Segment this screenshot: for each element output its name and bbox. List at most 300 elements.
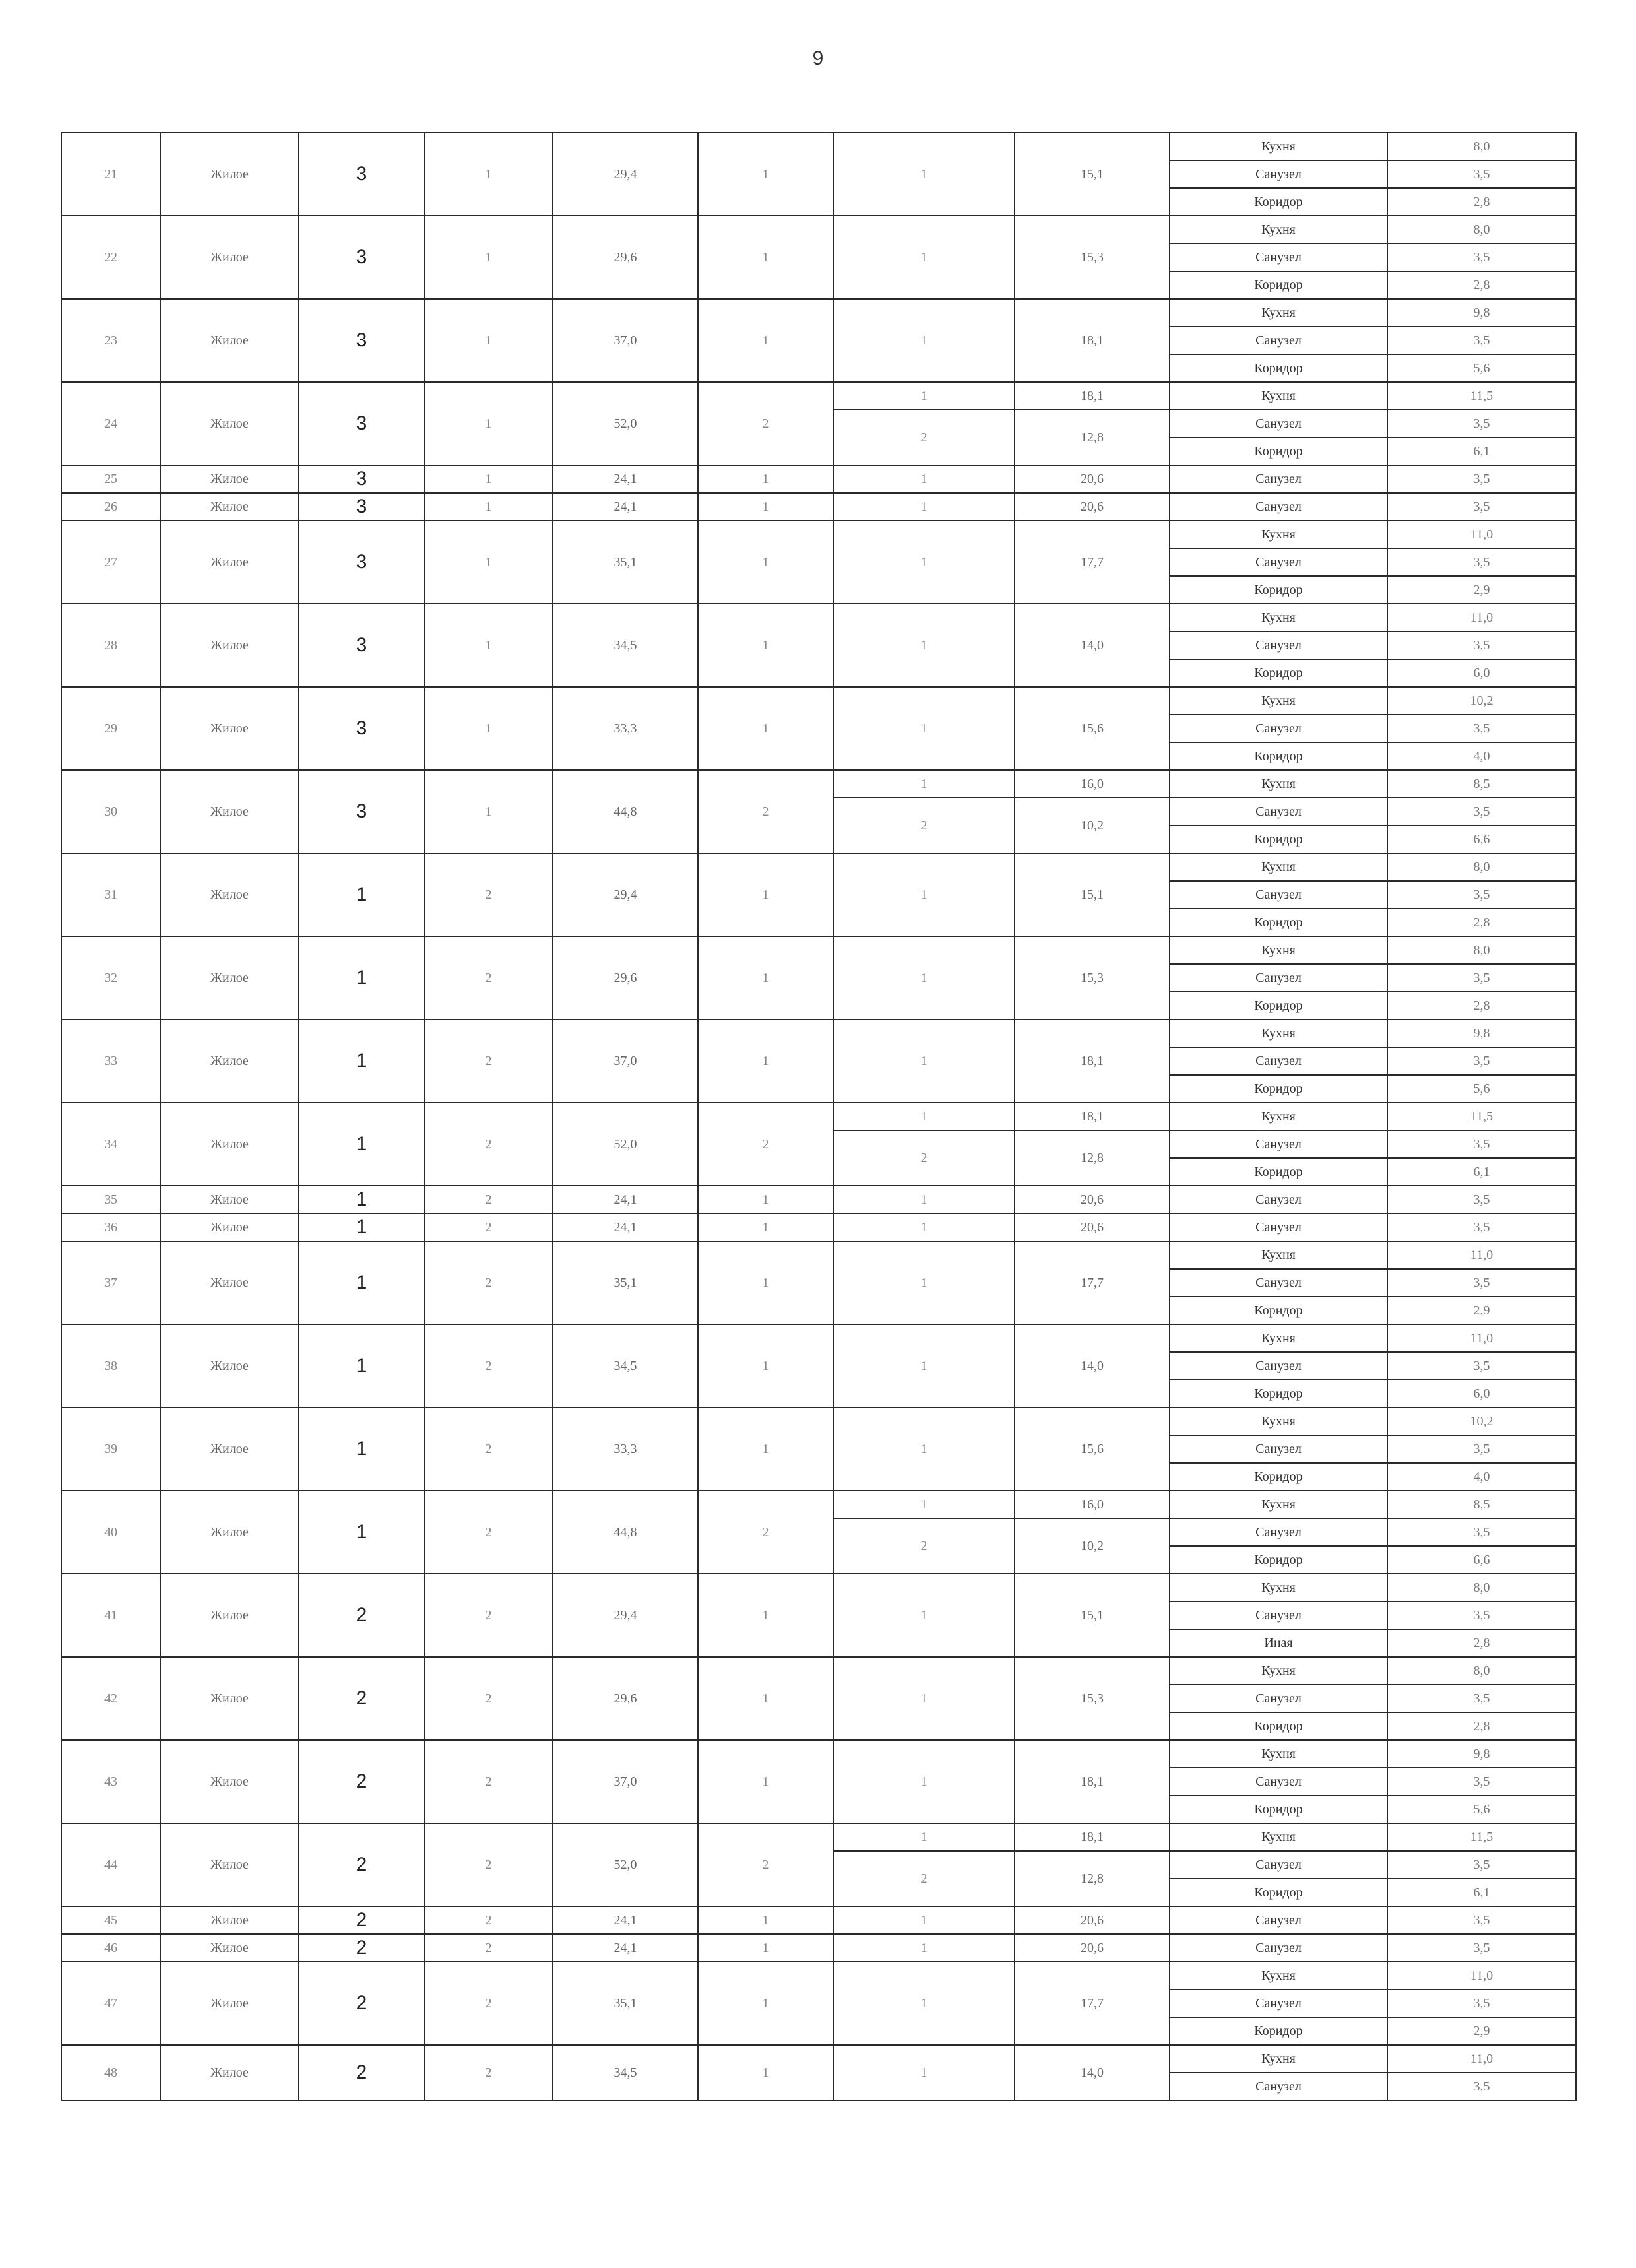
aux-room-name-cell: Санузел — [1170, 1851, 1387, 1879]
rooms-count-cell: 1 — [698, 687, 833, 770]
floor-cell: 2 — [299, 1657, 424, 1740]
aux-room-name-cell: Санузел — [1170, 493, 1387, 521]
aux-room-area-cell: 8,0 — [1387, 133, 1576, 160]
total-area-cell: 24,1 — [553, 1214, 698, 1241]
room-number-cell: 1 — [833, 1962, 1015, 2045]
section-cell: 1 — [424, 382, 553, 465]
aux-room-name-cell: Кухня — [1170, 1962, 1387, 1990]
room-area-cell: 15,3 — [1015, 216, 1170, 299]
aux-room-area-cell: 3,5 — [1387, 881, 1576, 909]
table-row — [61, 604, 1576, 632]
section-cell: 2 — [424, 1906, 553, 1934]
aux-room-name-cell: Кухня — [1170, 770, 1387, 798]
aux-room-area-cell: 2,9 — [1387, 2017, 1576, 2045]
aux-room-area-cell: 3,5 — [1387, 465, 1576, 493]
aux-room-name-cell: Кухня — [1170, 299, 1387, 327]
section-cell: 2 — [424, 1657, 553, 1740]
room-number-cell: 1 — [833, 1491, 1015, 1518]
aux-room-name-cell: Санузел — [1170, 243, 1387, 271]
aux-room-name-cell: Санузел — [1170, 1214, 1387, 1241]
aux-room-area-cell: 3,5 — [1387, 2073, 1576, 2100]
section-cell: 2 — [424, 1740, 553, 1823]
aux-room-area-cell: 3,5 — [1387, 493, 1576, 521]
room-area-cell: 12,8 — [1015, 1130, 1170, 1186]
purpose-cell: Жилое — [160, 133, 299, 216]
aux-room-name-cell: Санузел — [1170, 327, 1387, 354]
total-area-cell: 24,1 — [553, 465, 698, 493]
floor-cell: 1 — [299, 1214, 424, 1241]
room-number-cell: 1 — [833, 1324, 1015, 1408]
table-row — [61, 465, 1576, 493]
section-cell: 2 — [424, 1491, 553, 1574]
purpose-cell: Жилое — [160, 1324, 299, 1408]
room-area-cell: 15,3 — [1015, 936, 1170, 1020]
purpose-cell: Жилое — [160, 521, 299, 604]
total-area-cell: 29,6 — [553, 216, 698, 299]
aux-room-area-cell: 8,0 — [1387, 1574, 1576, 1602]
room-area-cell: 12,8 — [1015, 1851, 1170, 1906]
table-row — [61, 1906, 1576, 1934]
total-area-cell: 29,6 — [553, 936, 698, 1020]
apartment-number-cell: 36 — [61, 1214, 160, 1241]
rooms-count-cell: 1 — [698, 1574, 833, 1657]
aux-room-area-cell: 2,9 — [1387, 576, 1576, 604]
table-row — [61, 382, 1576, 410]
purpose-cell: Жилое — [160, 1657, 299, 1740]
floor-cell: 3 — [299, 299, 424, 382]
table-row — [61, 936, 1576, 964]
aux-room-area-cell: 3,5 — [1387, 1047, 1576, 1075]
apartment-number-cell: 24 — [61, 382, 160, 465]
apartment-number-cell: 43 — [61, 1740, 160, 1823]
aux-room-name-cell: Санузел — [1170, 1518, 1387, 1546]
floor-cell: 2 — [299, 1823, 424, 1906]
aux-room-area-cell: 3,5 — [1387, 715, 1576, 742]
apartment-number-cell: 35 — [61, 1186, 160, 1214]
rooms-count-cell: 1 — [698, 604, 833, 687]
table-row — [61, 216, 1576, 243]
table-row — [61, 1241, 1576, 1269]
room-number-cell: 1 — [833, 299, 1015, 382]
floor-cell: 3 — [299, 133, 424, 216]
aux-room-area-cell: 3,5 — [1387, 410, 1576, 437]
floor-cell: 1 — [299, 1020, 424, 1103]
apartment-number-cell: 33 — [61, 1020, 160, 1103]
total-area-cell: 37,0 — [553, 299, 698, 382]
purpose-cell: Жилое — [160, 1214, 299, 1241]
total-area-cell: 35,1 — [553, 521, 698, 604]
total-area-cell: 52,0 — [553, 1103, 698, 1186]
aux-room-name-cell: Кухня — [1170, 1103, 1387, 1130]
table-row — [61, 1740, 1576, 1768]
aux-room-name-cell: Коридор — [1170, 1380, 1387, 1408]
room-area-cell: 18,1 — [1015, 299, 1170, 382]
purpose-cell: Жилое — [160, 2045, 299, 2100]
aux-room-area-cell: 6,6 — [1387, 1546, 1576, 1574]
total-area-cell: 37,0 — [553, 1020, 698, 1103]
aux-room-area-cell: 2,8 — [1387, 909, 1576, 936]
aux-room-area-cell: 8,0 — [1387, 216, 1576, 243]
aux-room-name-cell: Санузел — [1170, 1269, 1387, 1297]
aux-room-area-cell: 3,5 — [1387, 1352, 1576, 1380]
room-area-cell: 20,6 — [1015, 1186, 1170, 1214]
room-number-cell: 2 — [833, 1518, 1015, 1574]
section-cell: 2 — [424, 1823, 553, 1906]
rooms-count-cell: 1 — [698, 1020, 833, 1103]
room-area-cell: 16,0 — [1015, 1491, 1170, 1518]
total-area-cell: 33,3 — [553, 687, 698, 770]
aux-room-name-cell: Санузел — [1170, 160, 1387, 188]
rooms-count-cell: 2 — [698, 382, 833, 465]
aux-room-area-cell: 4,0 — [1387, 1463, 1576, 1491]
apartment-number-cell: 28 — [61, 604, 160, 687]
room-number-cell: 1 — [833, 1657, 1015, 1740]
aux-room-area-cell: 11,5 — [1387, 1823, 1576, 1851]
table-row — [61, 299, 1576, 327]
table-row — [61, 1408, 1576, 1435]
room-area-cell: 18,1 — [1015, 1740, 1170, 1823]
room-number-cell: 1 — [833, 1020, 1015, 1103]
apartment-number-cell: 22 — [61, 216, 160, 299]
apartment-number-cell: 27 — [61, 521, 160, 604]
room-area-cell: 20,6 — [1015, 465, 1170, 493]
apartments-table — [61, 132, 1577, 2101]
rooms-count-cell: 1 — [698, 1408, 833, 1491]
room-number-cell: 1 — [833, 493, 1015, 521]
apartment-number-cell: 47 — [61, 1962, 160, 2045]
aux-room-name-cell: Коридор — [1170, 1463, 1387, 1491]
aux-room-name-cell: Санузел — [1170, 2073, 1387, 2100]
aux-room-name-cell: Кухня — [1170, 2045, 1387, 2073]
purpose-cell: Жилое — [160, 1574, 299, 1657]
room-number-cell: 1 — [833, 1574, 1015, 1657]
apartment-number-cell: 38 — [61, 1324, 160, 1408]
room-number-cell: 2 — [833, 798, 1015, 853]
aux-room-name-cell: Санузел — [1170, 715, 1387, 742]
floor-cell: 2 — [299, 1934, 424, 1962]
aux-room-area-cell: 11,0 — [1387, 604, 1576, 632]
purpose-cell: Жилое — [160, 1934, 299, 1962]
purpose-cell: Жилое — [160, 604, 299, 687]
total-area-cell: 37,0 — [553, 1740, 698, 1823]
floor-cell: 1 — [299, 1491, 424, 1574]
room-number-cell: 1 — [833, 1408, 1015, 1491]
aux-room-name-cell: Коридор — [1170, 271, 1387, 299]
floor-cell: 1 — [299, 1186, 424, 1214]
aux-room-name-cell: Санузел — [1170, 1435, 1387, 1463]
aux-room-area-cell: 11,0 — [1387, 1962, 1576, 1990]
table-row — [61, 1020, 1576, 1047]
room-number-cell: 1 — [833, 604, 1015, 687]
aux-room-name-cell: Коридор — [1170, 826, 1387, 853]
aux-room-name-cell: Коридор — [1170, 1297, 1387, 1324]
room-number-cell: 1 — [833, 2045, 1015, 2100]
aux-room-area-cell: 3,5 — [1387, 160, 1576, 188]
total-area-cell: 35,1 — [553, 1962, 698, 2045]
aux-room-name-cell: Кухня — [1170, 521, 1387, 548]
apartment-number-cell: 40 — [61, 1491, 160, 1574]
section-cell: 2 — [424, 2045, 553, 2100]
aux-room-area-cell: 5,6 — [1387, 1075, 1576, 1103]
aux-room-area-cell: 3,5 — [1387, 1851, 1576, 1879]
aux-room-area-cell: 6,0 — [1387, 1380, 1576, 1408]
apartment-number-cell: 34 — [61, 1103, 160, 1186]
floor-cell: 2 — [299, 2045, 424, 2100]
table-row — [61, 687, 1576, 715]
purpose-cell: Жилое — [160, 465, 299, 493]
aux-room-area-cell: 6,0 — [1387, 659, 1576, 687]
rooms-count-cell: 1 — [698, 521, 833, 604]
aux-room-name-cell: Санузел — [1170, 410, 1387, 437]
total-area-cell: 29,4 — [553, 1574, 698, 1657]
rooms-count-cell: 1 — [698, 1906, 833, 1934]
room-area-cell: 17,7 — [1015, 521, 1170, 604]
aux-room-name-cell: Санузел — [1170, 881, 1387, 909]
section-cell: 1 — [424, 216, 553, 299]
aux-room-area-cell: 11,0 — [1387, 2045, 1576, 2073]
apartment-number-cell: 21 — [61, 133, 160, 216]
aux-room-area-cell: 3,5 — [1387, 1990, 1576, 2017]
section-cell: 2 — [424, 1103, 553, 1186]
room-number-cell: 1 — [833, 1186, 1015, 1214]
room-area-cell: 17,7 — [1015, 1241, 1170, 1324]
purpose-cell: Жилое — [160, 1241, 299, 1324]
total-area-cell: 24,1 — [553, 1934, 698, 1962]
apartment-number-cell: 45 — [61, 1906, 160, 1934]
aux-room-area-cell: 5,6 — [1387, 1796, 1576, 1823]
aux-room-name-cell: Кухня — [1170, 1740, 1387, 1768]
apartment-number-cell: 23 — [61, 299, 160, 382]
aux-room-area-cell: 3,5 — [1387, 1906, 1576, 1934]
room-area-cell: 18,1 — [1015, 382, 1170, 410]
total-area-cell: 24,1 — [553, 1186, 698, 1214]
section-cell: 1 — [424, 687, 553, 770]
aux-room-name-cell: Санузел — [1170, 1906, 1387, 1934]
room-number-cell: 2 — [833, 410, 1015, 465]
aux-room-area-cell: 2,8 — [1387, 1712, 1576, 1740]
purpose-cell: Жилое — [160, 1906, 299, 1934]
total-area-cell: 35,1 — [553, 1241, 698, 1324]
aux-room-name-cell: Коридор — [1170, 188, 1387, 216]
aux-room-area-cell: 3,5 — [1387, 1186, 1576, 1214]
room-number-cell: 1 — [833, 853, 1015, 936]
aux-room-area-cell: 6,1 — [1387, 1158, 1576, 1186]
rooms-count-cell: 1 — [698, 853, 833, 936]
aux-room-name-cell: Кухня — [1170, 382, 1387, 410]
room-area-cell: 18,1 — [1015, 1823, 1170, 1851]
section-cell: 1 — [424, 465, 553, 493]
rooms-count-cell: 1 — [698, 493, 833, 521]
aux-room-name-cell: Коридор — [1170, 1075, 1387, 1103]
aux-room-name-cell: Кухня — [1170, 1241, 1387, 1269]
aux-room-name-cell: Санузел — [1170, 465, 1387, 493]
rooms-count-cell: 2 — [698, 1103, 833, 1186]
aux-room-name-cell: Коридор — [1170, 354, 1387, 382]
floor-cell: 2 — [299, 1574, 424, 1657]
floor-cell: 3 — [299, 465, 424, 493]
aux-room-name-cell: Кухня — [1170, 936, 1387, 964]
room-area-cell: 16,0 — [1015, 770, 1170, 798]
aux-room-name-cell: Коридор — [1170, 1158, 1387, 1186]
aux-room-name-cell: Кухня — [1170, 1408, 1387, 1435]
section-cell: 2 — [424, 1408, 553, 1491]
table-row — [61, 1491, 1576, 1518]
section-cell: 1 — [424, 770, 553, 853]
aux-room-area-cell: 3,5 — [1387, 1685, 1576, 1712]
room-area-cell: 10,2 — [1015, 1518, 1170, 1574]
table-row — [61, 1934, 1576, 1962]
aux-room-area-cell: 3,5 — [1387, 548, 1576, 576]
section-cell: 2 — [424, 1324, 553, 1408]
table-row — [61, 521, 1576, 548]
room-number-cell: 1 — [833, 936, 1015, 1020]
table-row — [61, 1574, 1576, 1602]
room-area-cell: 18,1 — [1015, 1103, 1170, 1130]
room-number-cell: 1 — [833, 1241, 1015, 1324]
room-number-cell: 1 — [833, 1214, 1015, 1241]
aux-room-name-cell: Коридор — [1170, 659, 1387, 687]
room-number-cell: 1 — [833, 382, 1015, 410]
room-area-cell: 10,2 — [1015, 798, 1170, 853]
floor-cell: 3 — [299, 604, 424, 687]
purpose-cell: Жилое — [160, 1823, 299, 1906]
apartment-number-cell: 39 — [61, 1408, 160, 1491]
aux-room-name-cell: Санузел — [1170, 1934, 1387, 1962]
room-area-cell: 15,6 — [1015, 1408, 1170, 1491]
room-area-cell: 20,6 — [1015, 1214, 1170, 1241]
rooms-count-cell: 2 — [698, 770, 833, 853]
section-cell: 1 — [424, 521, 553, 604]
aux-room-area-cell: 3,5 — [1387, 1214, 1576, 1241]
room-area-cell: 14,0 — [1015, 604, 1170, 687]
aux-room-name-cell: Кухня — [1170, 1823, 1387, 1851]
aux-room-area-cell: 4,0 — [1387, 742, 1576, 770]
apartment-number-cell: 31 — [61, 853, 160, 936]
floor-cell: 2 — [299, 1740, 424, 1823]
floor-cell: 2 — [299, 1906, 424, 1934]
rooms-count-cell: 1 — [698, 936, 833, 1020]
aux-room-name-cell: Коридор — [1170, 1546, 1387, 1574]
aux-room-name-cell: Кухня — [1170, 1574, 1387, 1602]
room-number-cell: 2 — [833, 1851, 1015, 1906]
aux-room-area-cell: 3,5 — [1387, 1934, 1576, 1962]
total-area-cell: 33,3 — [553, 1408, 698, 1491]
table-row — [61, 493, 1576, 521]
purpose-cell: Жилое — [160, 687, 299, 770]
floor-cell: 1 — [299, 1324, 424, 1408]
apartment-number-cell: 37 — [61, 1241, 160, 1324]
apartment-number-cell: 32 — [61, 936, 160, 1020]
purpose-cell: Жилое — [160, 493, 299, 521]
aux-room-area-cell: 2,8 — [1387, 188, 1576, 216]
aux-room-area-cell: 3,5 — [1387, 327, 1576, 354]
total-area-cell: 29,4 — [553, 853, 698, 936]
floor-cell: 1 — [299, 1241, 424, 1324]
rooms-count-cell: 1 — [698, 1740, 833, 1823]
apartment-number-cell: 25 — [61, 465, 160, 493]
room-number-cell: 1 — [833, 521, 1015, 604]
rooms-count-cell: 1 — [698, 216, 833, 299]
room-area-cell: 12,8 — [1015, 410, 1170, 465]
room-area-cell: 18,1 — [1015, 1020, 1170, 1103]
table-row — [61, 1103, 1576, 1130]
section-cell: 1 — [424, 604, 553, 687]
rooms-count-cell: 1 — [698, 1186, 833, 1214]
purpose-cell: Жилое — [160, 1491, 299, 1574]
room-area-cell: 15,1 — [1015, 1574, 1170, 1657]
apartment-number-cell: 48 — [61, 2045, 160, 2100]
total-area-cell: 29,4 — [553, 133, 698, 216]
table-row — [61, 1823, 1576, 1851]
purpose-cell: Жилое — [160, 216, 299, 299]
room-number-cell: 1 — [833, 1103, 1015, 1130]
rooms-count-cell: 1 — [698, 1324, 833, 1408]
room-number-cell: 1 — [833, 770, 1015, 798]
aux-room-name-cell: Санузел — [1170, 1602, 1387, 1629]
aux-room-area-cell: 2,8 — [1387, 992, 1576, 1020]
total-area-cell: 29,6 — [553, 1657, 698, 1740]
room-area-cell: 15,1 — [1015, 133, 1170, 216]
floor-cell: 1 — [299, 1103, 424, 1186]
floor-cell: 3 — [299, 521, 424, 604]
aux-room-name-cell: Коридор — [1170, 2017, 1387, 2045]
aux-room-name-cell: Коридор — [1170, 1796, 1387, 1823]
aux-room-area-cell: 3,5 — [1387, 1130, 1576, 1158]
aux-room-name-cell: Коридор — [1170, 742, 1387, 770]
aux-room-name-cell: Кухня — [1170, 853, 1387, 881]
apartment-number-cell: 44 — [61, 1823, 160, 1906]
section-cell: 1 — [424, 133, 553, 216]
apartment-number-cell: 41 — [61, 1574, 160, 1657]
aux-room-area-cell: 3,5 — [1387, 798, 1576, 826]
room-number-cell: 1 — [833, 216, 1015, 299]
rooms-count-cell: 1 — [698, 299, 833, 382]
aux-room-name-cell: Коридор — [1170, 437, 1387, 465]
aux-room-area-cell: 3,5 — [1387, 964, 1576, 992]
rooms-count-cell: 1 — [698, 1657, 833, 1740]
room-number-cell: 1 — [833, 1906, 1015, 1934]
aux-room-name-cell: Санузел — [1170, 632, 1387, 659]
purpose-cell: Жилое — [160, 936, 299, 1020]
total-area-cell: 52,0 — [553, 382, 698, 465]
apartment-number-cell: 29 — [61, 687, 160, 770]
purpose-cell: Жилое — [160, 853, 299, 936]
aux-room-name-cell: Санузел — [1170, 1352, 1387, 1380]
floor-cell: 3 — [299, 382, 424, 465]
section-cell: 2 — [424, 936, 553, 1020]
table-row — [61, 1324, 1576, 1352]
total-area-cell: 44,8 — [553, 770, 698, 853]
rooms-count-cell: 1 — [698, 133, 833, 216]
aux-room-name-cell: Кухня — [1170, 133, 1387, 160]
floor-cell: 2 — [299, 1962, 424, 2045]
table-row — [61, 770, 1576, 798]
apartment-number-cell: 42 — [61, 1657, 160, 1740]
room-number-cell: 1 — [833, 1934, 1015, 1962]
table-row — [61, 1214, 1576, 1241]
aux-room-name-cell: Санузел — [1170, 1685, 1387, 1712]
purpose-cell: Жилое — [160, 382, 299, 465]
total-area-cell: 44,8 — [553, 1491, 698, 1574]
table-row — [61, 1962, 1576, 1990]
aux-room-name-cell: Коридор — [1170, 909, 1387, 936]
section-cell: 1 — [424, 493, 553, 521]
aux-room-area-cell: 11,5 — [1387, 382, 1576, 410]
rooms-count-cell: 1 — [698, 1241, 833, 1324]
purpose-cell: Жилое — [160, 1020, 299, 1103]
section-cell: 2 — [424, 1214, 553, 1241]
aux-room-area-cell: 11,0 — [1387, 521, 1576, 548]
